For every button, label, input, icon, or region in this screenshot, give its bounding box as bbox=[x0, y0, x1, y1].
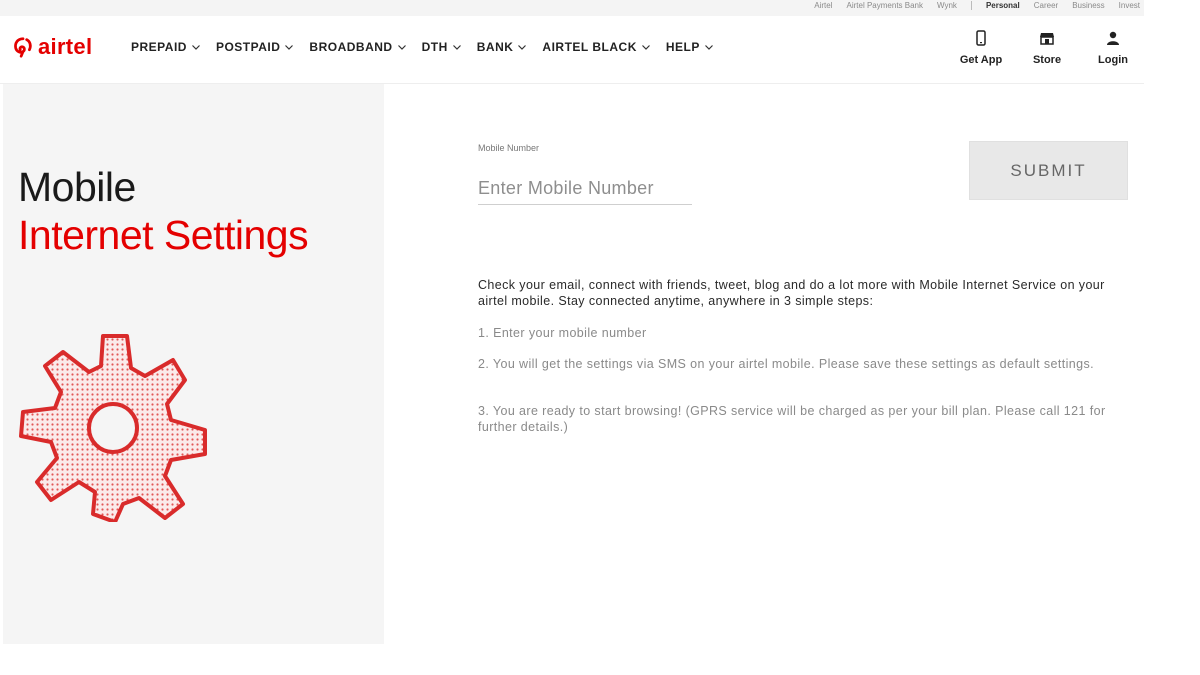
header-actions bbox=[958, 30, 1136, 66]
main-header bbox=[0, 16, 1144, 84]
intro-text: Check your email, connect with friends, tweet, blog and do a lot more with Mobile Internet Service on your airtel mobile. Stay connected anytime, anywhere in 3 simple steps: bbox=[478, 278, 1105, 308]
mobile-number-label: Mobile Number bbox=[478, 143, 540, 153]
get-app-button[interactable] bbox=[958, 30, 1004, 66]
submit-button[interactable]: SUBMIT bbox=[969, 141, 1128, 200]
utility-links bbox=[814, 0, 1140, 11]
utility-divider bbox=[971, 1, 972, 10]
airtel-logo-icon bbox=[12, 36, 34, 58]
chevron-down-icon bbox=[517, 42, 527, 52]
chevron-down-icon bbox=[704, 42, 714, 52]
nav-label: BANK bbox=[476, 40, 514, 54]
utility-link-personal[interactable]: Personal bbox=[985, 1, 1020, 10]
utility-link-airtel[interactable]: Airtel bbox=[814, 1, 833, 10]
page-title-line1: Mobile bbox=[18, 164, 136, 210]
primary-nav bbox=[131, 40, 729, 54]
page-title-line2: Internet Settings bbox=[18, 212, 309, 258]
nav-label: BROADBAND bbox=[309, 40, 393, 54]
chevron-down-icon bbox=[191, 42, 201, 52]
mobile-number-input[interactable] bbox=[478, 173, 692, 205]
nav-bank[interactable] bbox=[477, 40, 528, 54]
nav-dth[interactable] bbox=[422, 40, 462, 54]
store-icon bbox=[1039, 30, 1055, 46]
nav-label: POSTPAID bbox=[215, 40, 281, 54]
logo-text: airtel bbox=[38, 34, 93, 59]
nav-airtel-black[interactable] bbox=[542, 40, 650, 54]
utility-link-business[interactable]: Business bbox=[1072, 1, 1105, 10]
utility-link-wynk[interactable]: Wynk bbox=[937, 1, 957, 10]
mobile-phone-icon bbox=[973, 30, 989, 46]
chevron-down-icon bbox=[452, 42, 462, 52]
step-1-text: 1. Enter your mobile number bbox=[478, 326, 647, 340]
chevron-down-icon bbox=[641, 42, 651, 52]
get-app-label: Get App bbox=[959, 54, 1003, 66]
nav-label: DTH bbox=[421, 40, 448, 54]
gear-icon bbox=[15, 332, 215, 522]
nav-label: PREPAID bbox=[131, 40, 187, 54]
chevron-down-icon bbox=[284, 42, 294, 52]
nav-postpaid[interactable] bbox=[216, 40, 294, 54]
user-icon bbox=[1105, 30, 1121, 46]
step-3-text: 3. You are ready to start browsing! (GPRS service will be charged as per your bill plan. Please call 121 for further details.) bbox=[478, 404, 1106, 434]
utility-bar bbox=[0, 0, 1144, 16]
hero-panel bbox=[3, 84, 384, 644]
nav-label: AIRTEL BLACK bbox=[542, 40, 637, 54]
utility-link-payments-bank[interactable]: Airtel Payments Bank bbox=[846, 1, 923, 10]
step-2-text: 2. You will get the settings via SMS on your airtel mobile. Please save these settings as default settings. bbox=[478, 357, 1095, 371]
store-label: Store bbox=[1032, 54, 1062, 66]
utility-link-career[interactable]: Career bbox=[1033, 1, 1059, 10]
chevron-down-icon bbox=[397, 42, 407, 52]
airtel-logo[interactable] bbox=[12, 36, 92, 58]
nav-label: HELP bbox=[665, 40, 700, 54]
nav-broadband[interactable] bbox=[309, 40, 406, 54]
utility-link-invest[interactable]: Invest bbox=[1118, 1, 1140, 10]
login-label: Login bbox=[1098, 54, 1128, 66]
store-button[interactable] bbox=[1024, 30, 1070, 66]
login-button[interactable] bbox=[1090, 30, 1136, 66]
nav-prepaid[interactable] bbox=[131, 40, 201, 54]
nav-help[interactable] bbox=[666, 40, 714, 54]
